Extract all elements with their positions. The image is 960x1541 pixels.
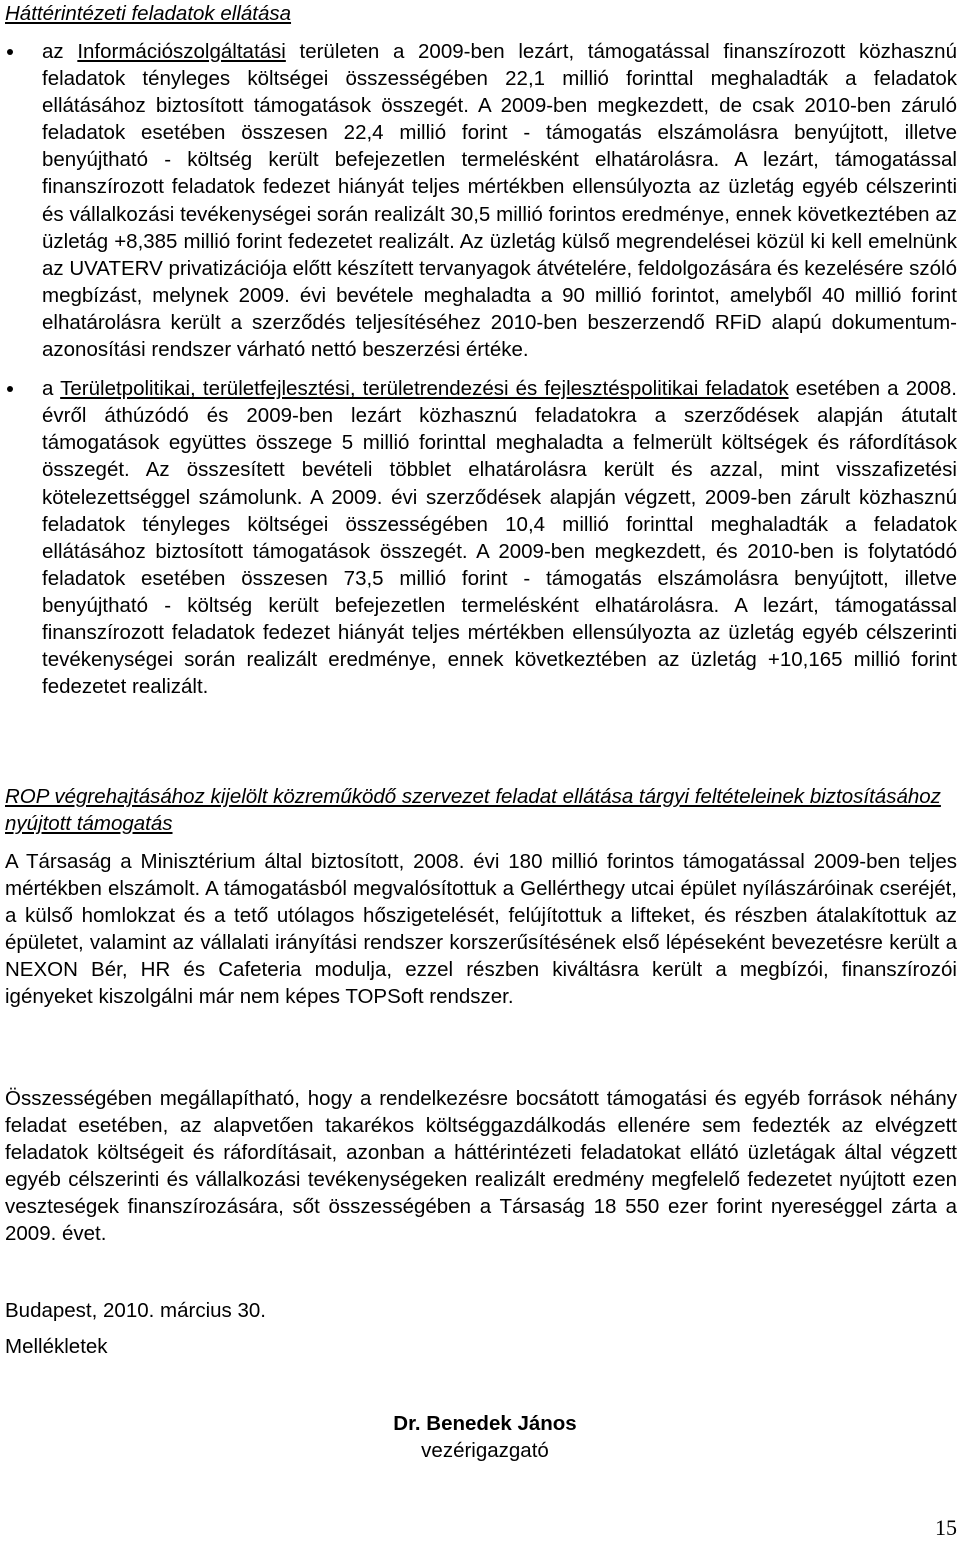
signatory-name: Dr. Benedek János	[393, 1412, 577, 1435]
list-item-territorial-policy	[5, 375, 957, 700]
section-heading-rop: ROP végrehajtásához kijelölt közreműködő szervezet feladat ellátása tárgyi feltételeinek biztosításához nyújtott támogatás	[5, 785, 941, 835]
bullet2-lead: a	[42, 377, 61, 401]
signatory-title: vezérigazgató	[421, 1439, 549, 1462]
bullet2-text: esetében a 2008. évről áthúzódó és 2009-ben lezárt közhasznú feladatokra a szerződések alapján átutalt támogatások együttes összege 5 millió forinttal meghaladta a felmerült költségek és ráfordítások összegét. Az összesített bevételi többlet elhatárolásra került és azzal, mint visszafizetési kötelezettséggel számolunk. A 2009. évi szerződések alapján végzett, 2009-ben zárult közhasznú feladatok tényleges költségei összességében 10,4 millió forinttal meghaladták a feladatok ellátásához biztosított támogatások összegét. A 2009-ben megkezdett, és 2010-ben is folytatódó feladatok esetében összesen 73,5 millió forint - támogatás elszámolásra benyújtott, illetve benyújtható - költség került befejezetlen termelésként elhatárolásra. A lezárt, támogatással finanszírozott feladatok fedezet hiányát teljes mértékben ellensúlyozta az üzletág egyéb célszerinti tevékenységei során realizált eredménye, ennek következtében az üzletág +10,165 millió forint fedezetet realizált.	[42, 377, 957, 699]
bullet1-lead: az	[42, 40, 78, 63]
bullet-list	[5, 38, 957, 712]
place-date: Budapest, 2010. március 30.	[5, 1299, 266, 1322]
bullet2-underlined-term: Területpolitikai, területfejlesztési, területrendezési és fejlesztéspolitikai feladatok	[60, 377, 789, 401]
section-heading-background-tasks: Háttérintézeti feladatok ellátása	[5, 2, 292, 25]
bullet1-text: területen a 2009-ben lezárt, támogatással finanszírozott közhasznú feladatok tényleges költségei összességében 22,1 millió forinttal meghaladták a feladatok ellátásához biztosított támogatások összegét. A 2009-ben megkezdett, de csak 2010-ben záruló feladatok esetében összesen 22,4 millió forint - támogatás elszámolásra benyújtott, illetve benyújtható - költség került befejezetlen termelésként elhatárolásra. A lezárt, támogatással finanszírozott feladatok fedezet hiányát teljes mértékben ellensúlyozta az üzletág egyéb célszerinti és vállalkozási tevékenységei során realizált 30,5 millió forintos eredménye, ennek következtében az üzletág +8,385 millió forint fedezetet realizált. Az üzletág külső megrendelései közül ki kell emelnünk az UVATERV privatizációja előtt készített tervanyagok átvételére, feldolgozására és kezelésére szóló megbízást, melynek 2009. évi bevétele meghaladta a 90 millió forintot, amelyből 40 millió forint elhatárolásra került a szerződés teljesítéséhez 2010-ben beszerzendő RFiD alapú dokumentum-azonosítási rendszer várható nettó beszerzési értéke.	[42, 40, 957, 362]
list-item-information-services	[5, 38, 957, 363]
signature-block	[375, 1410, 595, 1464]
paragraph-summary: Összességében megállapítható, hogy a rendelkezésre bocsátott támogatási és egyéb források néhány feladat esetében, az alapvetően takarékos költséggazdálkodás ellenére sem fedezték az elvégzett feladatok költségeit és ráfordításait, azonban a háttérintézeti feladatokat ellátó üzletágak által végzett egyéb célszerinti és vállalkozási tevékenységeken realizált eredmény megfelelő fedezetet nyújtott ezen veszteségek finanszírozására, sőt összességében a Társaság 18 550 ezer forint nyereséggel zárta a 2009. évet.	[5, 1087, 957, 1246]
bullet1-underlined-term: Információszolgáltatási	[77, 40, 286, 63]
paragraph-ministry-support: A Társaság a Minisztérium által biztosított, 2008. évi 180 millió forintos támogatással 2009-ben teljes mértékben elszámolt. A támogatásból megvalósítottuk a Gellérthegy utcai épület nyílászáróinak cseréjét, a külső homlokzat és a tető utólagos hőszigetelését, felújítottuk a lifteket, és részben átalakítottuk az épületet, valamint az vállalati irányítási rendszer korszerűsítésének első lépéseként bevezetésre került a NEXON Bér, HR és Cafeteria modulja, ezzel részben kiváltásra került a megbízói, finanszírozói igényeket kiszolgálni már nem képes TOPSoft rendszer.	[5, 850, 957, 1009]
annex-label: Mellékletek	[5, 1335, 108, 1358]
page-number: 15	[935, 1515, 957, 1540]
